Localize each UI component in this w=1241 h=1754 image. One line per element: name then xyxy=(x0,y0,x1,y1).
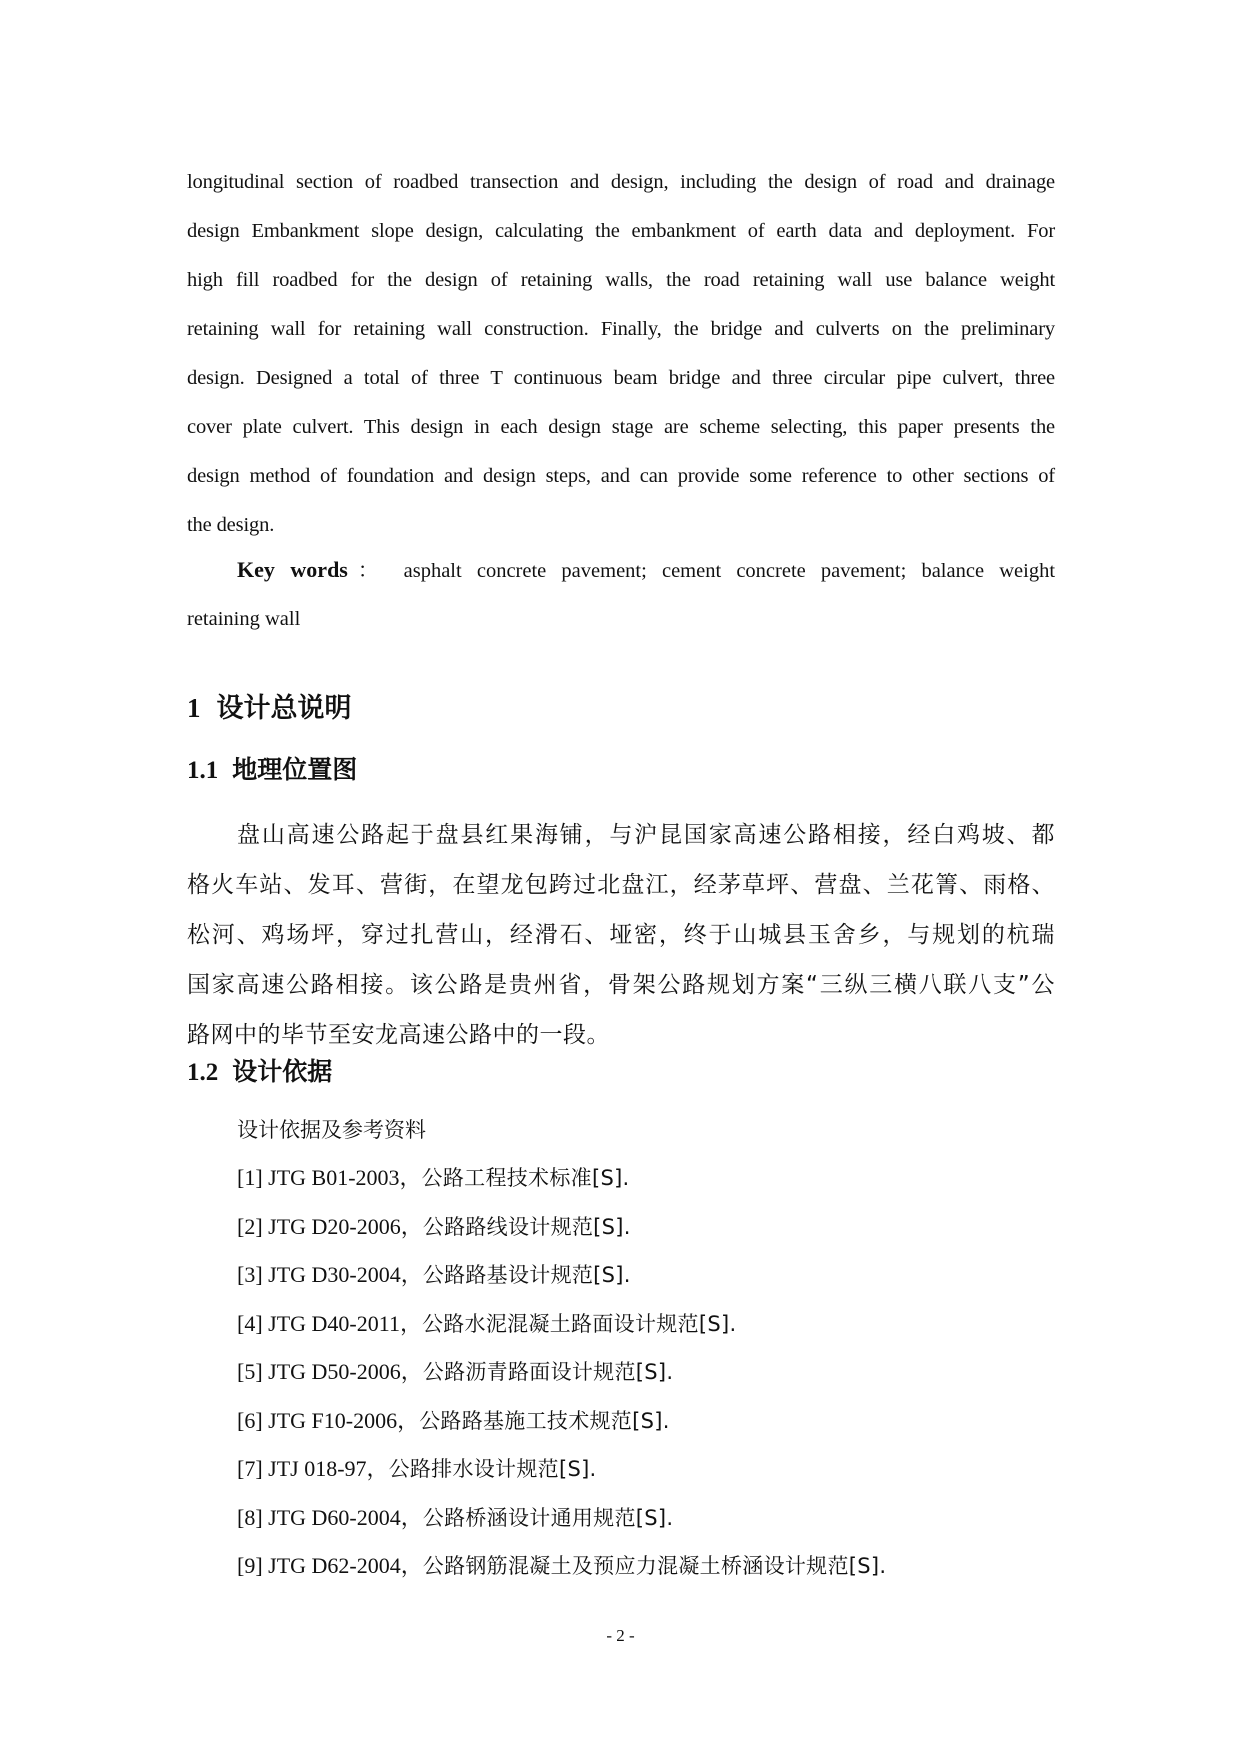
section-number: 1.1 xyxy=(187,757,219,784)
reference-code: [1] JTG B01-2003， xyxy=(237,1165,422,1190)
abstract-paragraph xyxy=(187,158,1055,550)
abstract-line: retaining wall for retaining wall construction. Finally, the bridge and culverts on the preliminary xyxy=(187,318,1055,340)
paragraph-line: 路网中的毕节至安龙高速公路中的一段。 xyxy=(187,1022,610,1048)
reference-code: [8] JTG D60-2004， xyxy=(237,1504,423,1530)
reference-code: [5] JTG D50-2006， xyxy=(237,1359,423,1384)
reference-name: 公路路线设计规范[S]. xyxy=(422,1214,631,1239)
reference-name: 公路路基施工技术规范[S]. xyxy=(419,1408,670,1433)
location-paragraph xyxy=(187,810,1055,1060)
abstract-line: design. Designed a total of three T continuous beam bridge and three circular pipe culvert, three xyxy=(187,367,1055,389)
abstract-line: design Embankment slope design, calculating the embankment of earth data and deployment. For xyxy=(187,220,1055,242)
reference-list-title: 设计依据及参考资料 xyxy=(237,1118,426,1142)
section-heading-1-1 xyxy=(187,751,357,790)
page-number: - 2 - xyxy=(606,1626,635,1645)
reference-item xyxy=(237,1494,1057,1543)
reference-item xyxy=(237,1348,1057,1397)
reference-item xyxy=(237,1542,1057,1591)
section-heading-1-2 xyxy=(187,1053,332,1092)
reference-name: 公路工程技术标准[S]. xyxy=(421,1166,630,1190)
reference-name: 公路沥青路面设计规范[S]. xyxy=(422,1360,674,1384)
paragraph-line: 国家高速公路相接。该公路是贵州省，骨架公路规划方案“三纵三横八联八支”公 xyxy=(187,972,1055,998)
reference-code: [6] JTG F10-2006， xyxy=(237,1407,420,1433)
section-title: 设计总说明 xyxy=(216,693,352,724)
section-title: 地理位置图 xyxy=(232,755,358,784)
section-heading-1 xyxy=(187,688,352,729)
reference-code: [3] JTG D30-2004， xyxy=(237,1262,423,1287)
reference-list xyxy=(237,1106,1057,1591)
abstract-line: design method of foundation and design steps, and can provide some reference to other sections of xyxy=(187,465,1055,487)
reference-code: [9] JTG D62-2004， xyxy=(237,1553,423,1578)
reference-item xyxy=(237,1300,1057,1349)
abstract-line: longitudinal section of roadbed transection and design, including the design of road and drainage xyxy=(187,171,1055,193)
reference-code: [4] JTG D40-2011， xyxy=(237,1310,422,1336)
reference-item xyxy=(237,1251,1057,1300)
section-number: 1 xyxy=(187,693,201,723)
reference-item xyxy=(237,1203,1057,1252)
reference-name: 公路排水设计规范[S]. xyxy=(388,1457,597,1481)
paragraph-line: 松河、鸡场坪，穿过扎营山，经滑石、垭密，终于山城县玉舍乡，与规划的杭瑞 xyxy=(187,922,1055,948)
section-number: 1.2 xyxy=(187,1059,219,1086)
keywords-label: Key words xyxy=(237,557,348,582)
section-title: 设计依据 xyxy=(232,1057,333,1086)
abstract-line: the design. xyxy=(187,514,275,536)
keywords-text: asphalt concrete pavement; cement concrete pavement; balance weight xyxy=(403,560,1056,582)
paragraph-line: 盘山高速公路起于盘县红果海铺，与沪昆国家高速公路相接，经白鸡坡、都 xyxy=(237,822,1055,848)
keywords-text-continued: retaining wall xyxy=(187,608,301,630)
keywords-separator: ： xyxy=(347,560,389,582)
keywords-block xyxy=(187,546,1055,643)
reference-item xyxy=(237,1154,1057,1203)
reference-name: 公路钢筋混凝土及预应力混凝土桥涵设计规范[S]. xyxy=(422,1554,887,1578)
reference-item xyxy=(237,1445,1057,1494)
reference-name: 公路桥涵设计通用规范[S]. xyxy=(422,1505,674,1530)
reference-code: [7] JTJ 018-97， xyxy=(237,1456,389,1481)
reference-item xyxy=(237,1397,1057,1446)
keywords-line xyxy=(187,546,1055,595)
reference-name: 公路水泥混凝土路面设计规范[S]. xyxy=(421,1311,737,1336)
reference-code: [2] JTG D20-2006， xyxy=(237,1213,423,1239)
reference-name: 公路路基设计规范[S]. xyxy=(422,1263,631,1287)
abstract-line: high fill roadbed for the design of retaining walls, the road retaining wall use balance weight xyxy=(187,269,1055,291)
abstract-line: cover plate culvert. This design in each design stage are scheme selecting, this paper presents the xyxy=(187,416,1055,438)
paragraph-line: 格火车站、发耳、营街，在望龙包跨过北盘江，经茅草坪、营盘、兰花箐、雨格、 xyxy=(187,872,1055,898)
